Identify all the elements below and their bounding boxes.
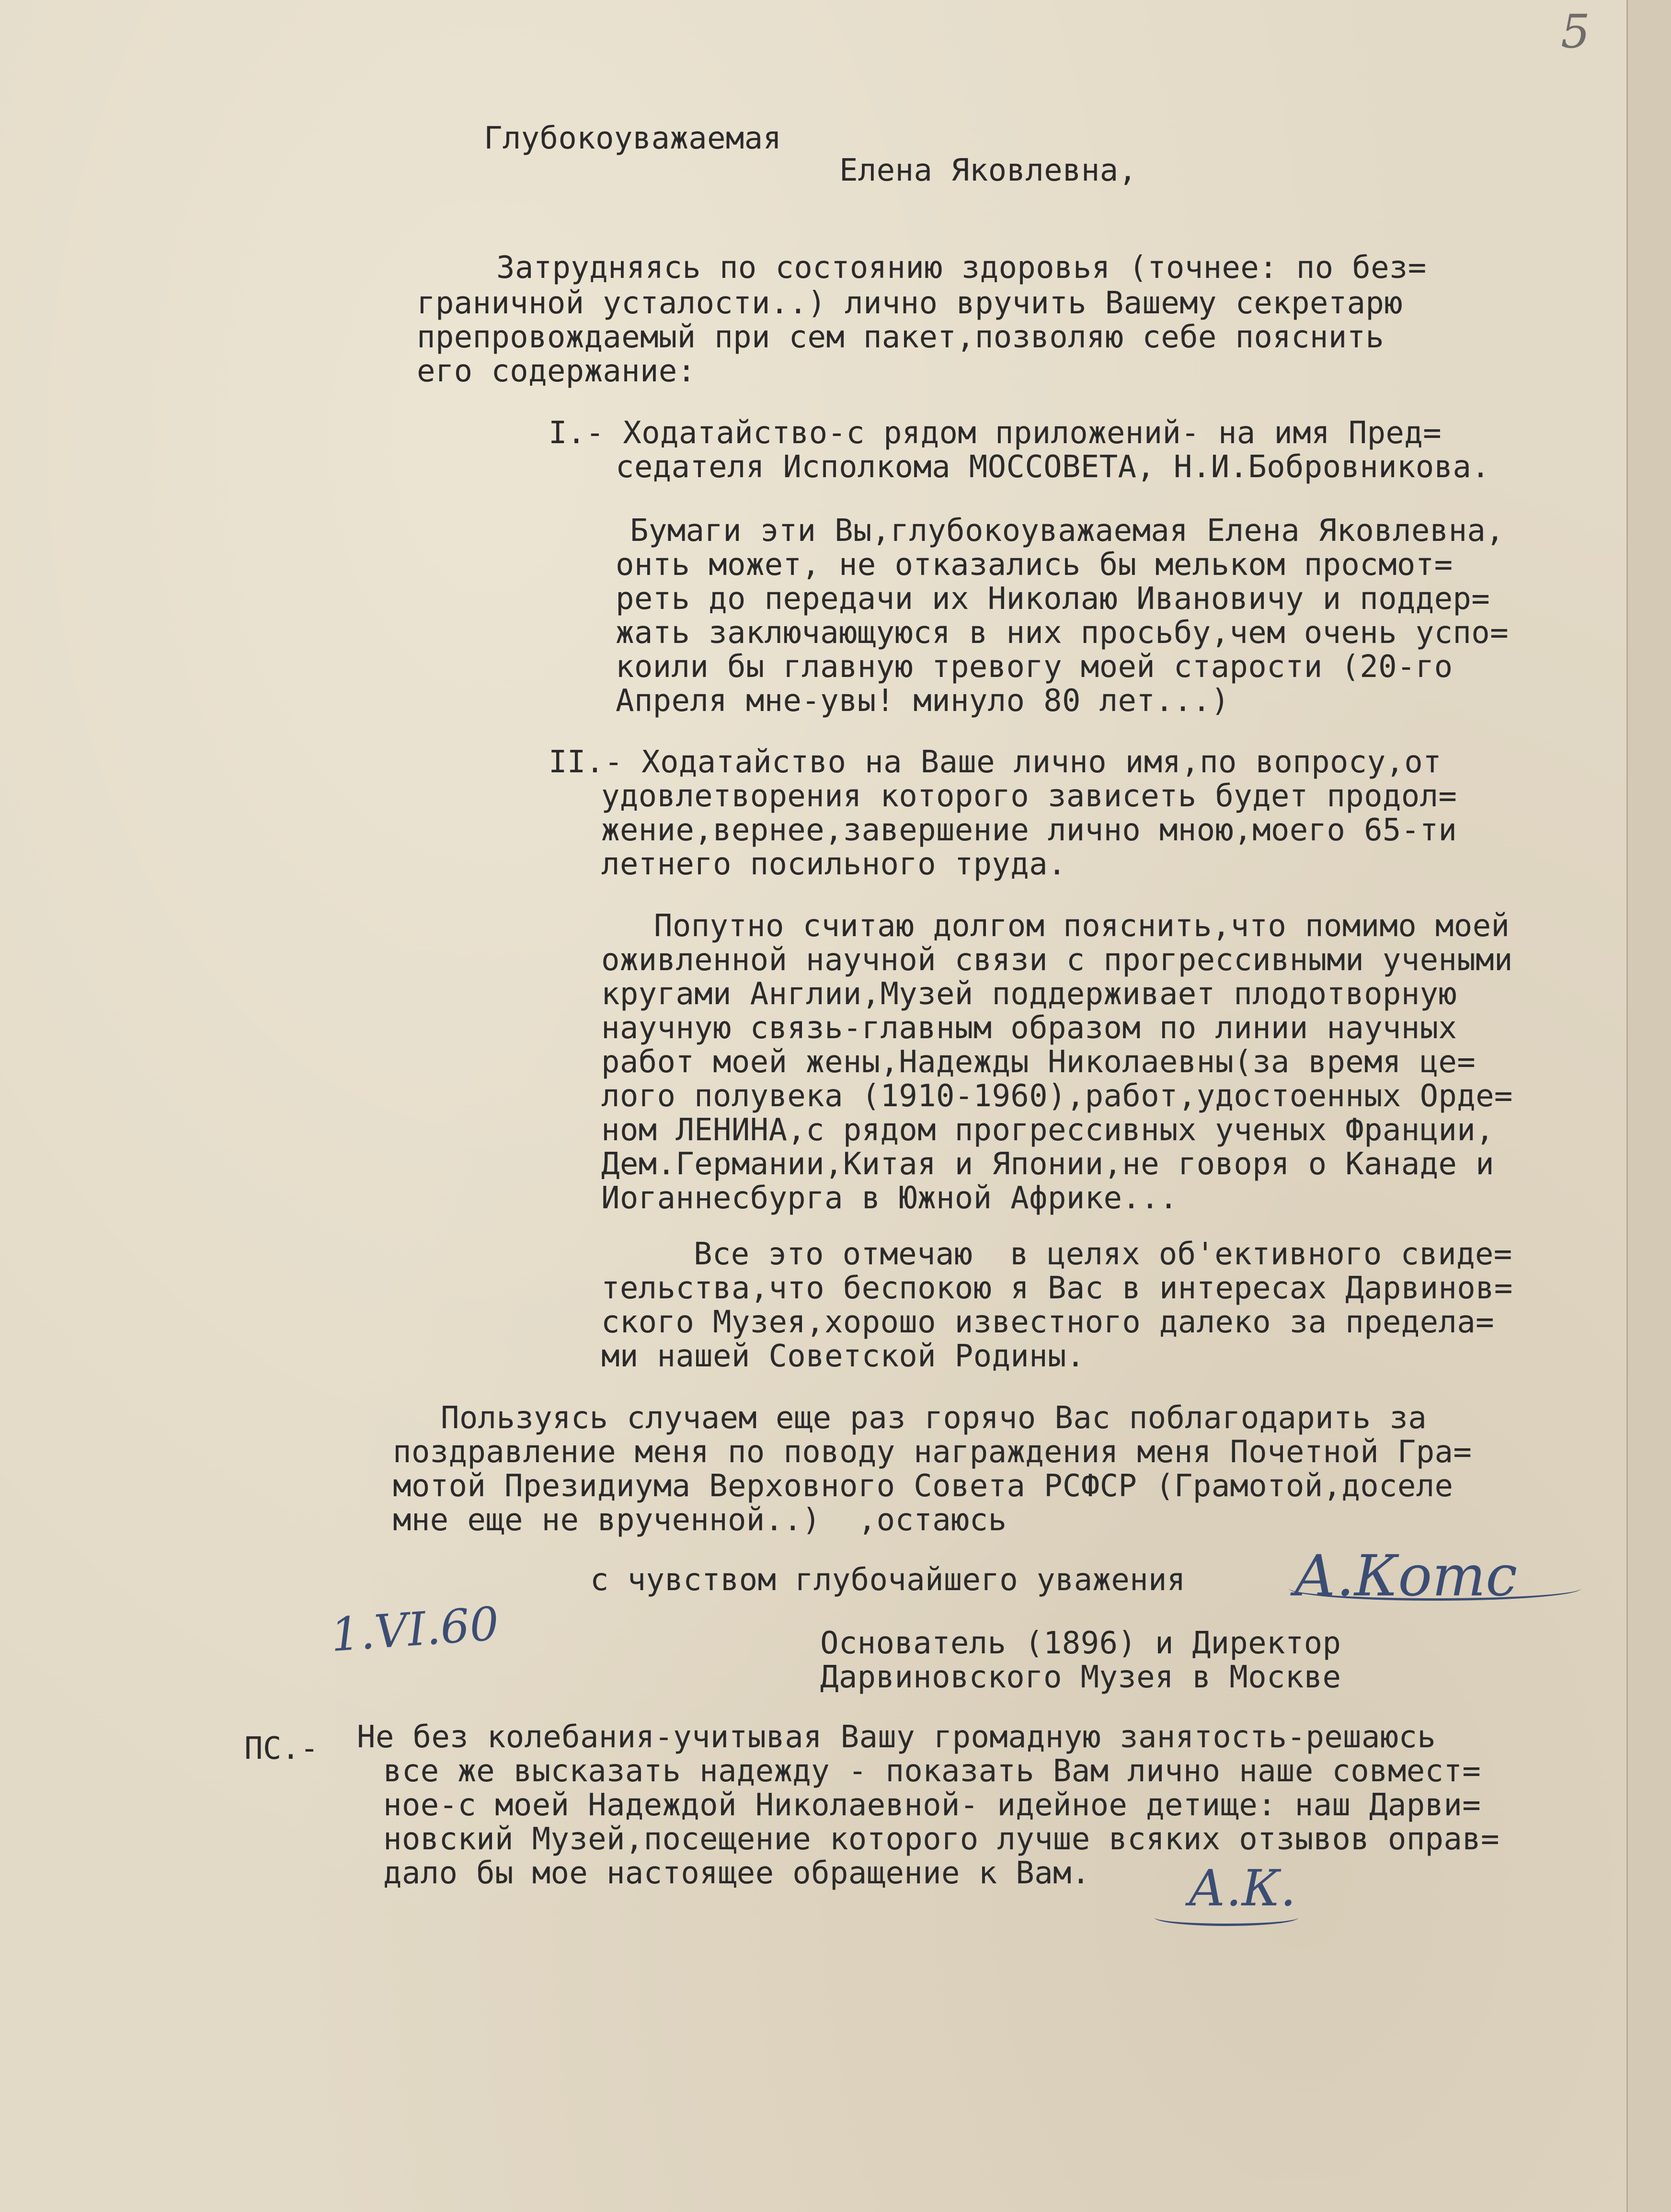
science-line-4: научную связь-главным образом по линии научных	[601, 1010, 1457, 1046]
museum-line-3: ского Музея,хорошо известного далеко за предела=	[601, 1305, 1494, 1340]
item1-note-line-4: жать заключающуюся в них просьбу,чем очень успо=	[616, 615, 1509, 651]
closing-line: с чувством глубочайшего уважения	[590, 1562, 1186, 1598]
page-number: 5	[1561, 5, 1591, 58]
thanks-line-1: Пользуясь случаем еще раз горячо Вас поблагодарить за	[441, 1400, 1427, 1436]
intro-line-3: препровождаемый при сем пакет,позволяю себе пояснить	[417, 320, 1385, 355]
item2-line-2: удовлетворения которого зависеть будет продол=	[601, 779, 1457, 814]
postscript-line-5: дало бы мое настоящее обращение к Вам.	[383, 1856, 1090, 1891]
salutation-line-2: Елена Яковлевна,	[839, 153, 1137, 188]
initials-flourish	[1155, 1909, 1298, 1926]
handwritten-date: 1.VI.60	[329, 1596, 501, 1662]
underlying-page-edge	[1626, 0, 1671, 2212]
item1-line-1: I.- Ходатайство-с рядом приложений- на имя Пред=	[549, 415, 1442, 451]
science-line-1: Попутно считаю долгом пояснить,что помимо моей	[654, 908, 1510, 944]
science-line-6: лого полувека (1910-1960),работ,удостоенных Орде=	[601, 1078, 1513, 1114]
item1-note-line-1: Бумаги эти Вы,глубокоуважаемая Елена Яковлевна,	[630, 513, 1505, 549]
postscript-initials: А.К.	[1188, 1859, 1296, 1917]
science-line-8: Дем.Германии,Китая и Японии,не говоря о Канаде и	[601, 1146, 1494, 1182]
salutation-line-1: Глубокоуважаемая	[484, 121, 782, 156]
thanks-line-3: мотой Президиума Верховного Совета РСФСР (Грамотой,доселе	[393, 1468, 1454, 1504]
item1-line-2: седателя Исполкома МОССОВЕТА, Н.И.Бобровникова.	[616, 449, 1490, 485]
museum-line-4: ми нашей Советской Родины.	[601, 1339, 1085, 1374]
item2-line-4: летнего посильного труда.	[601, 847, 1066, 882]
item1-note-line-3: реть до передачи их Николаю Ивановичу и поддер=	[616, 581, 1490, 617]
science-line-5: работ моей жены,Надежды Николаевны(за время це=	[601, 1044, 1476, 1080]
science-line-3: кругами Англии,Музей поддерживает плодотворную	[601, 976, 1457, 1012]
postscript-line-3: ное-с моей Надеждой Николаевной- идейное детище: наш Дарви=	[383, 1788, 1481, 1823]
thanks-line-4: мне еще не врученной..) ,остаюсь	[393, 1502, 1007, 1538]
signature: А.Котс	[1293, 1543, 1518, 1609]
intro-line-1: Затрудняясь по состоянию здоровья (точнее: по без=	[496, 250, 1427, 286]
item1-note-line-6: Апреля мне-увы! минуло 80 лет...)	[616, 683, 1230, 719]
item2-line-3: жение,вернее,завершение лично мною,моего 65-ти	[601, 813, 1457, 848]
science-line-9: Иоганнесбурга в Южной Африке...	[601, 1180, 1178, 1216]
postscript-label: ПС.-	[244, 1731, 319, 1766]
science-line-7: ном ЛЕНИНА,с рядом прогрессивных ученых Франции,	[601, 1112, 1494, 1148]
signatory-line-2: Дарвиновского Музея в Москве	[820, 1660, 1341, 1695]
museum-line-1: Все это отмечаю в целях об'ективного свиде=	[694, 1237, 1512, 1272]
intro-line-4: его содержание:	[417, 354, 696, 389]
thanks-line-2: поздравление меня по поводу награждения меня Почетной Гра=	[393, 1434, 1472, 1470]
postscript-line-4: новский Музей,посещение которого лучше всяких отзывов оправ=	[383, 1822, 1499, 1857]
postscript-line-1: Не без колебания-учитывая Вашу громадную занятость-решаюсь	[357, 1719, 1436, 1755]
signatory-line-1: Основатель (1896) и Директор	[820, 1626, 1341, 1661]
item2-line-1: II.- Ходатайство на Ваше лично имя,по вопросу,от	[549, 745, 1442, 780]
intro-line-2: граничной усталости..) лично вручить Вашему секретарю	[417, 286, 1403, 321]
item1-note-line-2: онть может, не отказались бы мельком просмот=	[616, 547, 1453, 583]
signature-flourish	[1289, 1576, 1581, 1601]
science-line-2: оживленной научной связи с прогрессивными учеными	[601, 942, 1513, 978]
item1-note-line-5: коили бы главную тревогу моей старости (20-го	[616, 649, 1453, 685]
postscript-line-2: все же высказать надежду - показать Вам лично наше совмест=	[383, 1754, 1481, 1789]
museum-line-2: тельства,что беспокою я Вас в интересах Дарвинов=	[601, 1271, 1513, 1306]
